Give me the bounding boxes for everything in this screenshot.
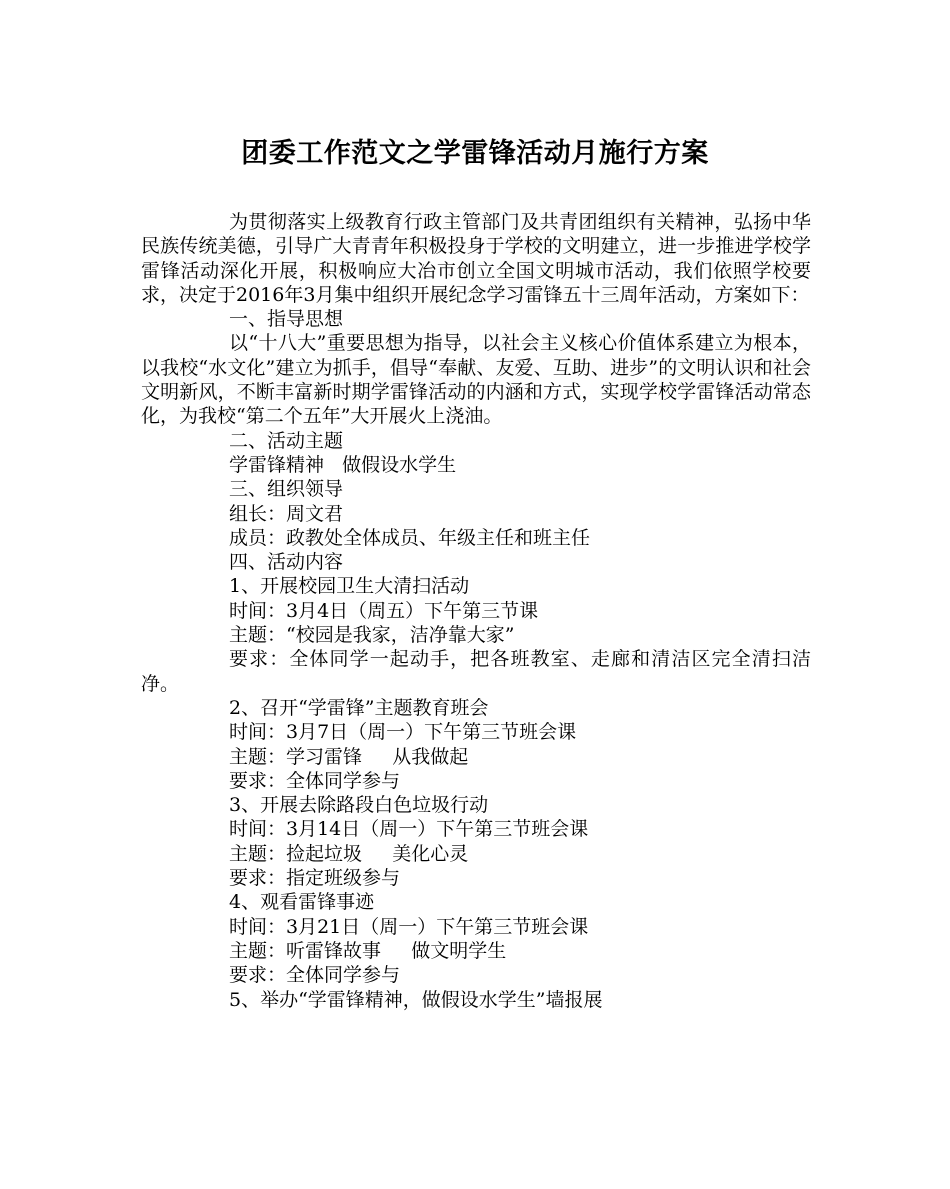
activity-2-time: 时间：3月7日（周一）下午第三节班会课 xyxy=(229,721,577,744)
activity-4-theme xyxy=(141,939,811,963)
activity-3-theme-a: 主题：捡起垃圾 xyxy=(229,842,363,865)
activity-3-time: 时间：3月14日（周一）下午第三节班会课 xyxy=(229,818,589,841)
activity-theme-part2: 做假设水学生 xyxy=(342,453,457,476)
section-heading-organization: 三、组织领导 xyxy=(229,478,344,501)
guiding-thought-paragraph: 以“十八大”重要思想为指导，以社会主义核心价值体系建立为根本，以我校“水文化”建立为抓手，倡导“奉献、友爱、互助、进步”的文明认识和社会文明新风，不断丰富新时期学雷锋活动的内涵和方式，实现学校学雷锋活动常态化，为我校“第二个五年”大开展火上浇油。 xyxy=(141,332,811,428)
activity-2-heading: 2、召开“学雷锋”主题教育班会 xyxy=(229,696,489,719)
intro-paragraph: 为贯彻落实上级教育行政主管部门及共青团组织有关精神，弘扬中华民族传统美德，引导广大青青年积极投身于学校的文明建立，进一步推进学校学雷锋活动深化开展，积极响应大冶市创立全国文明城市活动，我们依照学校要求，决定于2016年3月集中组织开展纪念学习雷锋五十三周年活动，方案如下： xyxy=(141,211,811,306)
activity-2-theme-a: 主题：学习雷锋 xyxy=(229,745,363,768)
activity-1-time: 时间：3月4日（周五）下午第三节课 xyxy=(229,599,539,622)
activity-1-theme: 主题：“校园是我家，洁净靠大家” xyxy=(229,624,515,647)
activity-3-theme-b: 美化心灵 xyxy=(392,842,469,865)
activity-3-heading: 3、开展去除路段白色垃圾行动 xyxy=(229,794,489,817)
activity-2-requirement: 要求：全体同学参与 xyxy=(229,769,401,792)
activity-3-requirement: 要求：指定班级参与 xyxy=(229,867,401,890)
activity-4-requirement: 要求：全体同学参与 xyxy=(229,964,401,987)
activity-4-theme-a: 主题：听雷锋故事 xyxy=(229,939,382,962)
document-body xyxy=(141,210,811,1012)
activity-4-theme-b: 做文明学生 xyxy=(411,939,507,962)
members-line: 成员：政教处全体成员、年级主任和班主任 xyxy=(229,526,591,549)
activity-2-theme-b: 从我做起 xyxy=(392,745,469,768)
section-heading-activity-theme: 二、活动主题 xyxy=(229,429,344,452)
activity-3-theme xyxy=(141,842,811,866)
activity-1-heading: 1、开展校园卫生大清扫活动 xyxy=(229,575,470,598)
section-heading-activity-content: 四、活动内容 xyxy=(229,551,344,574)
section-heading-guiding-thought: 一、指导思想 xyxy=(229,308,344,331)
document-title: 团委工作范文之学雷锋活动月施行方案 xyxy=(241,138,709,169)
activity-theme-line xyxy=(141,453,811,477)
activity-5-heading: 5、举办“学雷锋精神，做假设水学生”墙报展 xyxy=(229,988,603,1011)
activity-1-requirement: 要求：全体同学一起动手，把各班教室、走廊和清洁区完全清扫洁净。 xyxy=(141,648,811,695)
activity-4-time: 时间：3月21日（周一）下午第三节班会课 xyxy=(229,915,589,938)
activity-2-theme xyxy=(141,745,811,769)
activity-4-heading: 4、观看雷锋事迹 xyxy=(229,891,375,914)
leader-line: 组长：周文君 xyxy=(229,502,344,525)
activity-theme-part1: 学雷锋精神 xyxy=(229,453,325,476)
